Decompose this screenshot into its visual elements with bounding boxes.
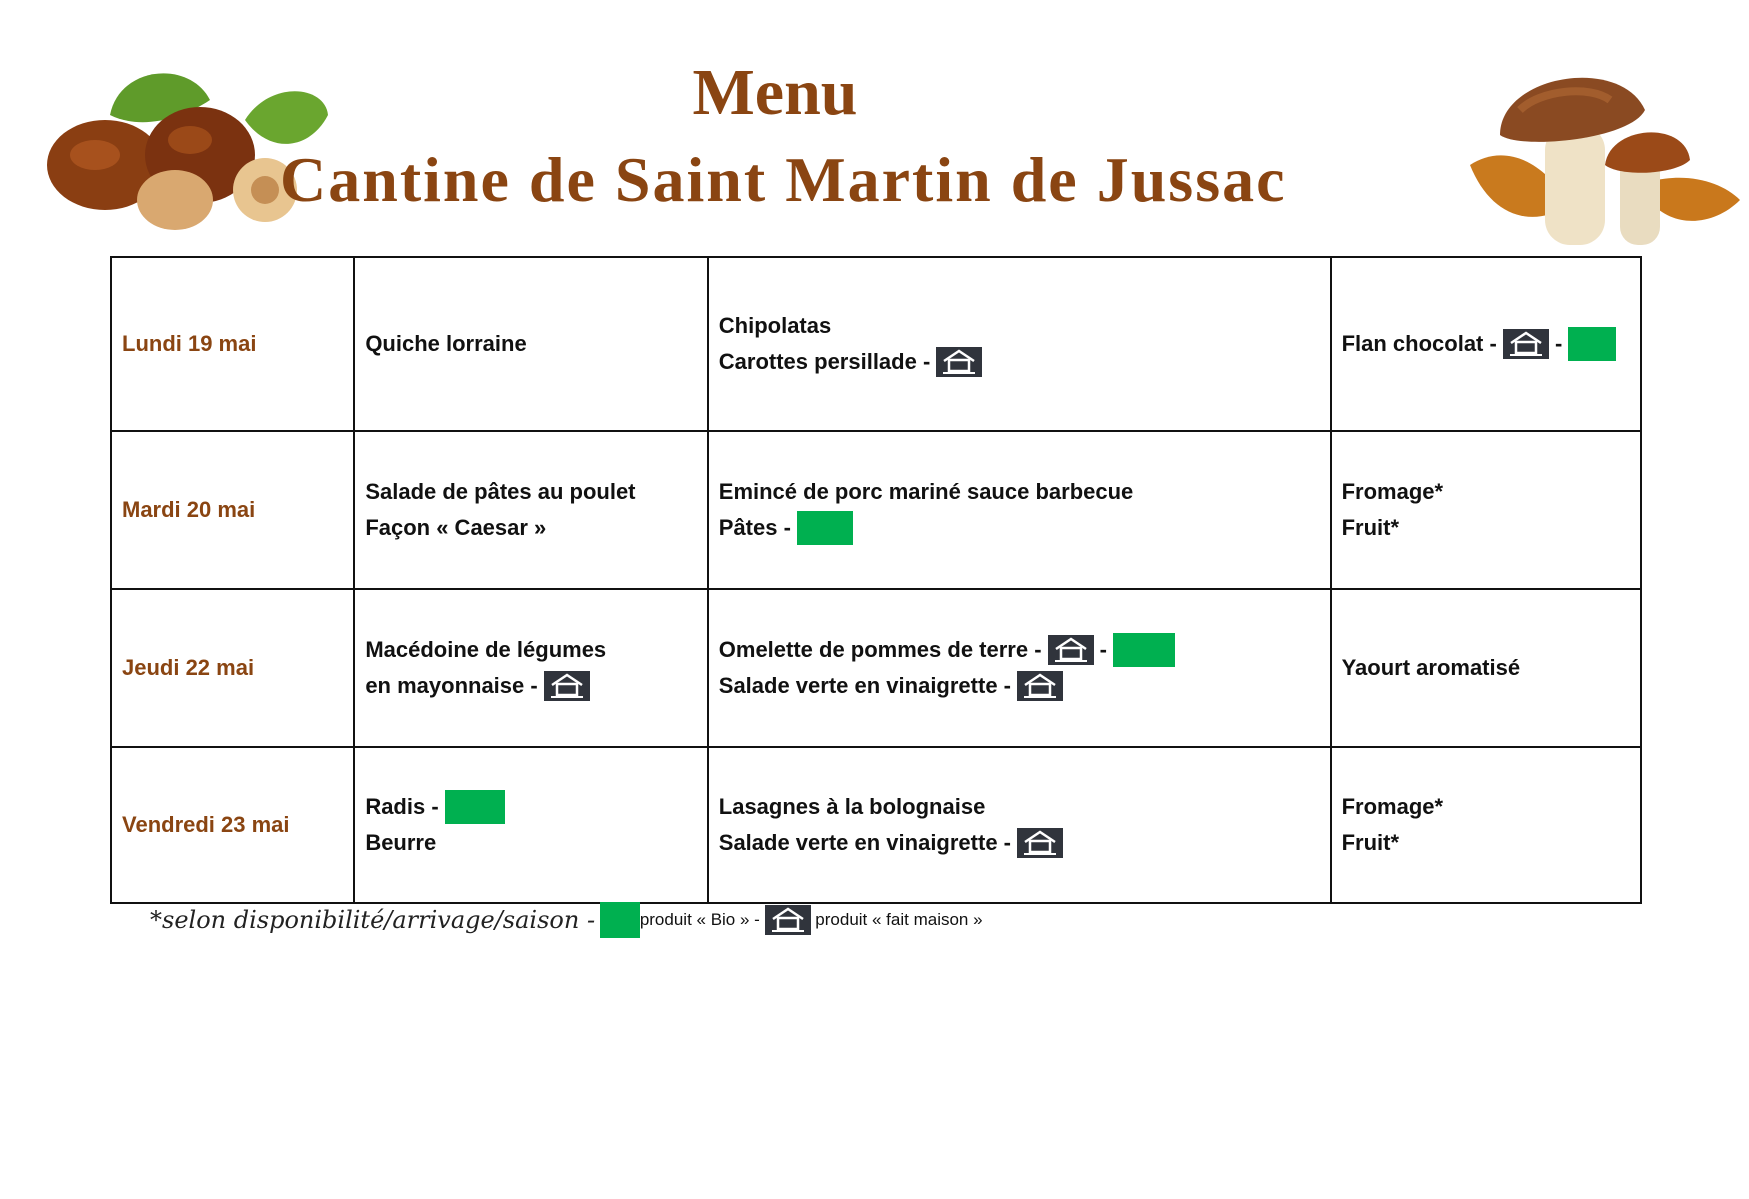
- fait-maison-icon: [1017, 828, 1063, 858]
- separator: -: [1099, 637, 1107, 662]
- menu-table: [110, 256, 1642, 904]
- dish-line: Fruit*: [1341, 515, 1400, 540]
- day-cell: Mardi 20 mai: [111, 431, 354, 589]
- dish-line: [1342, 326, 1630, 362]
- bio-icon: [445, 790, 505, 824]
- dish-line: Chipolatas: [718, 313, 832, 338]
- dish-text: en mayonnaise -: [365, 673, 538, 698]
- plat-cell: [708, 589, 1331, 747]
- dish-text: Carottes persillade -: [718, 349, 931, 374]
- dish-text: Pâtes -: [718, 515, 791, 540]
- dish-line: Fruit*: [1341, 830, 1400, 855]
- dessert-cell: [1331, 589, 1641, 747]
- dish-line: Fromage*: [1341, 479, 1444, 504]
- dish-line: Yaourt aromatisé: [1341, 655, 1521, 680]
- plat-cell: [708, 257, 1331, 431]
- fait-maison-icon: [765, 905, 811, 935]
- dish-line: [719, 668, 1320, 704]
- dish-line: [719, 825, 1320, 861]
- day-cell: Jeudi 22 mai: [111, 589, 354, 747]
- page-title: Menu: [692, 56, 858, 129]
- entree-cell: [354, 431, 707, 589]
- dish-line: Salade de pâtes au poulet: [365, 479, 636, 504]
- dish-line: Emincé de porc mariné sauce barbecue: [718, 479, 1134, 504]
- dish-text: Flan chocolat -: [1341, 331, 1497, 356]
- fait-maison-icon: [936, 347, 982, 377]
- table-row: [111, 257, 1641, 431]
- dish-text: Salade verte en vinaigrette -: [718, 830, 1011, 855]
- bio-legend-label: produit « Bio » -: [639, 910, 760, 929]
- dish-line: Macédoine de légumes: [365, 637, 607, 662]
- dish-text: Salade verte en vinaigrette -: [718, 673, 1011, 698]
- footnote-text: *selon disponibilité/arrivage/saison -: [150, 906, 596, 934]
- dish-line: Lasagnes à la bolognaise: [718, 794, 986, 819]
- plat-cell: [708, 747, 1331, 903]
- dessert-cell: [1331, 747, 1641, 903]
- dish-line: Fromage*: [1341, 794, 1444, 819]
- fait-maison-icon: [1048, 635, 1094, 665]
- dish-line: [719, 510, 1320, 546]
- dessert-cell: [1331, 431, 1641, 589]
- fait-maison-icon: [1503, 329, 1549, 359]
- day-cell: Lundi 19 mai: [111, 257, 354, 431]
- dish-text: Radis -: [365, 794, 439, 819]
- legend-footnote: [150, 902, 983, 938]
- table-row: [111, 589, 1641, 747]
- dish-line: [365, 789, 696, 825]
- bio-icon: [797, 511, 853, 545]
- bio-icon: [600, 902, 640, 938]
- page-subtitle: Cantine de Saint Martin de Jussac: [280, 144, 1287, 215]
- entree-cell: [354, 589, 707, 747]
- entree-cell: [354, 257, 707, 431]
- table-row: [111, 431, 1641, 589]
- fait-maison-icon: [544, 671, 590, 701]
- bio-icon: [1113, 633, 1175, 667]
- maison-legend-label: produit « fait maison »: [815, 910, 983, 929]
- fait-maison-icon: [1017, 671, 1063, 701]
- dish-line: Façon « Caesar »: [365, 515, 547, 540]
- mushrooms-image: [1460, 55, 1740, 255]
- dish-line: Quiche lorraine: [365, 331, 527, 356]
- dish-line: [719, 632, 1320, 668]
- dessert-cell: [1331, 257, 1641, 431]
- dish-line: [365, 668, 696, 704]
- dish-line: [719, 344, 1320, 380]
- dish-line: Beurre: [365, 830, 437, 855]
- separator: -: [1554, 331, 1563, 356]
- dish-text: Omelette de pommes de terre -: [718, 637, 1042, 662]
- plat-cell: [708, 431, 1331, 589]
- day-cell: Vendredi 23 mai: [111, 747, 354, 903]
- bio-icon: [1568, 327, 1616, 361]
- entree-cell: [354, 747, 707, 903]
- table-row: [111, 747, 1641, 903]
